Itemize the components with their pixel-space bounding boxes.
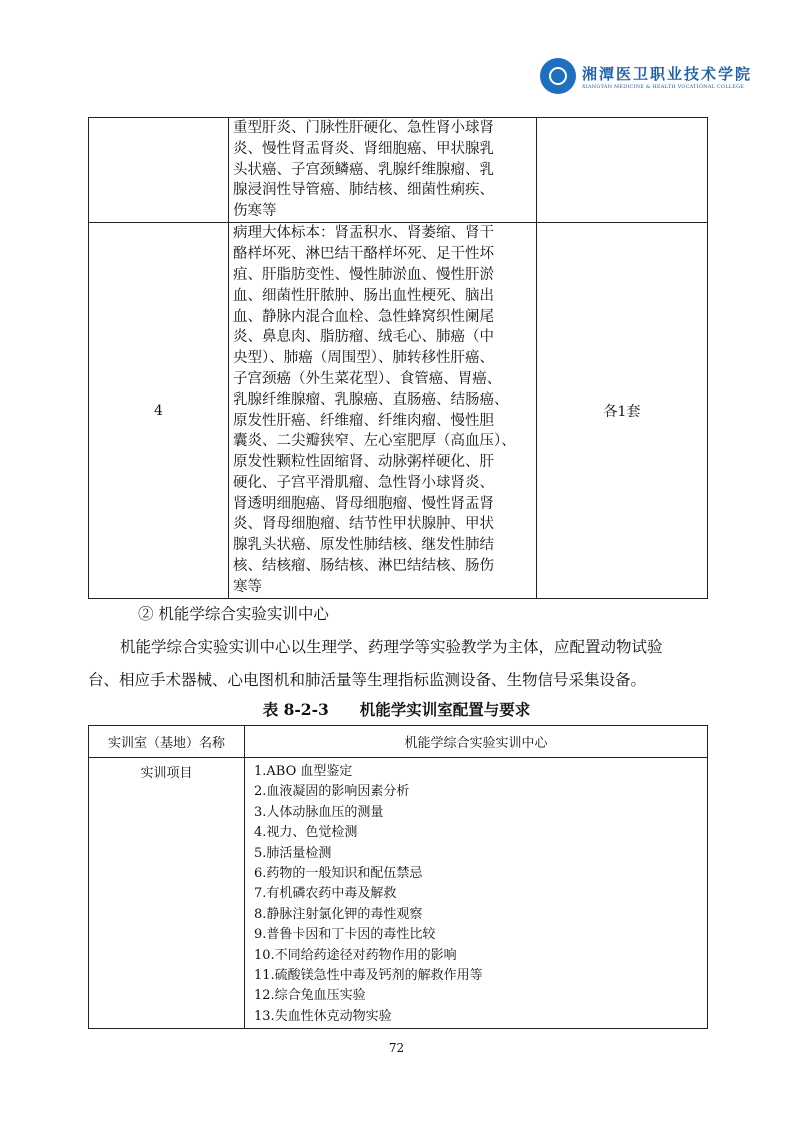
text-line: 10.不同给药途径对药物作用的影响 [254, 947, 457, 963]
text-line: 8.静脉注射氯化钾的毒性观察 [254, 906, 423, 922]
text-line: 1.ABO 血型鉴定 [254, 764, 353, 779]
text-line: 4.视力、色觉检测 [254, 825, 358, 841]
row-number: 4 [89, 223, 229, 599]
row-label: 实训项目 [89, 758, 245, 1029]
row-number [89, 118, 229, 223]
college-logo [540, 58, 752, 94]
text-line: 血、静脉内混合血栓、急性蜂窝织性阑尾 [233, 308, 494, 325]
logo-name-cn: 湘潭医卫职业技术学院 [582, 64, 753, 83]
text-line: 6.药物的一般知识和配伍禁忌 [254, 866, 423, 882]
text-line: 炎、慢性肾盂肾炎、肾细胞癌、甲状腺乳 [233, 140, 494, 157]
text-line: 3.人体动脉血压的测量 [254, 804, 384, 820]
text-line: 疽、肝脂肪变性、慢性肺淤血、慢性肝淤 [233, 266, 494, 283]
text-line: 肾透明细胞癌、肾母细胞瘤、慢性肾盂肾 [233, 495, 494, 512]
college-seal-icon [540, 58, 576, 94]
logo-name-en: XIANGTAN MEDICINE & HEALTH VOCATIONAL COLLEGE [582, 83, 745, 90]
text-line: 血、细菌性肝脓肿、肠出血性梗死、脑出 [233, 287, 494, 304]
text-line: 硬化、子宫平滑肌瘤、急性肾小球肾炎、 [233, 474, 494, 491]
specimen-list [229, 223, 537, 599]
specimen-list [229, 118, 537, 223]
section-heading: ② 机能学综合实验实训中心 [138, 605, 329, 623]
text-line: 5.肺活量检测 [254, 845, 332, 861]
text-line: 酪样坏死、淋巴结干酪样坏死、足干性坏 [233, 246, 494, 263]
quantity [537, 118, 708, 223]
text-line: 病理大体标本：肾盂积水、肾萎缩、肾干 [233, 225, 494, 242]
text-line: 寒等 [233, 578, 262, 595]
table-caption: 表 8-2-3 机能学实训室配置与要求 [262, 700, 531, 719]
text-line: 伤寒等 [233, 203, 277, 220]
page-number: 72 [388, 1041, 405, 1055]
paragraph-line: 台、相应手术器械、心电图机和肺活量等生理指标监测设备、生物信号采集设备。 [88, 671, 647, 689]
text-line: 2.血液凝固的影响因素分析 [254, 784, 410, 800]
text-line: 腺浸润性导管癌、肺结核、细菌性痢疾、 [233, 182, 494, 199]
text-line: 乳腺纤维腺瘤、乳腺癌、直肠癌、结肠癌、 [233, 391, 509, 408]
header-value: 机能学综合实验实训中心 [245, 726, 708, 758]
text-line: 子宫颈癌（外生菜花型）、食管癌、胃癌、 [233, 370, 502, 387]
header-label: 实训室（基地）名称 [89, 726, 245, 758]
text-line: 12.综合兔血压实验 [254, 988, 366, 1004]
table-row [89, 223, 708, 599]
table-row [89, 758, 708, 1029]
text-line: 9.普鲁卡因和丁卡因的毒性比较 [254, 927, 436, 943]
text-line: 头状癌、子宫颈鳞癌、乳腺纤维腺瘤、乳 [233, 161, 494, 178]
paragraph-line: 机能学综合实验实训中心以生理学、药理学等实验教学为主体，应配置动物试验 [120, 638, 663, 656]
text-line: 原发性颗粒性固缩肾、动脉粥样硬化、肝 [233, 454, 494, 471]
text-line: 炎、鼻息肉、脂肪瘤、绒毛心、肺癌（中 [233, 329, 494, 346]
text-line: 重型肝炎、门脉性肝硬化、急性肾小球肾 [233, 120, 494, 136]
text-line: 原发性肝癌、纤维瘤、纤维肉瘤、慢性胆 [233, 412, 494, 429]
text-line: 13.失血性休克动物实验 [254, 1008, 392, 1024]
text-line: 炎、肾母细胞瘤、结节性甲状腺肿、甲状 [233, 516, 494, 533]
text-line: 7.有机磷农药中毒及解救 [254, 886, 397, 902]
quantity: 各1套 [537, 223, 708, 599]
pathology-specimen-table [88, 117, 708, 599]
text-line: 囊炎、二尖瓣狭窄、左心室肥厚（高血压）、 [233, 433, 516, 450]
text-line: 11.硫酸镁急性中毒及钙剂的解救作用等 [254, 968, 483, 984]
text-line: 腺乳头状癌、原发性肺结核、继发性肺结 [233, 537, 494, 554]
text-line: 核、结核瘤、肠结核、淋巴结结核、肠伤 [233, 558, 494, 575]
table-row [89, 118, 708, 223]
training-items [245, 758, 708, 1029]
lab-config-table [88, 725, 708, 1029]
text-line: 央型）、肺癌（周围型）、肺转移性肝癌、 [233, 350, 494, 367]
table-header-row [89, 726, 708, 758]
